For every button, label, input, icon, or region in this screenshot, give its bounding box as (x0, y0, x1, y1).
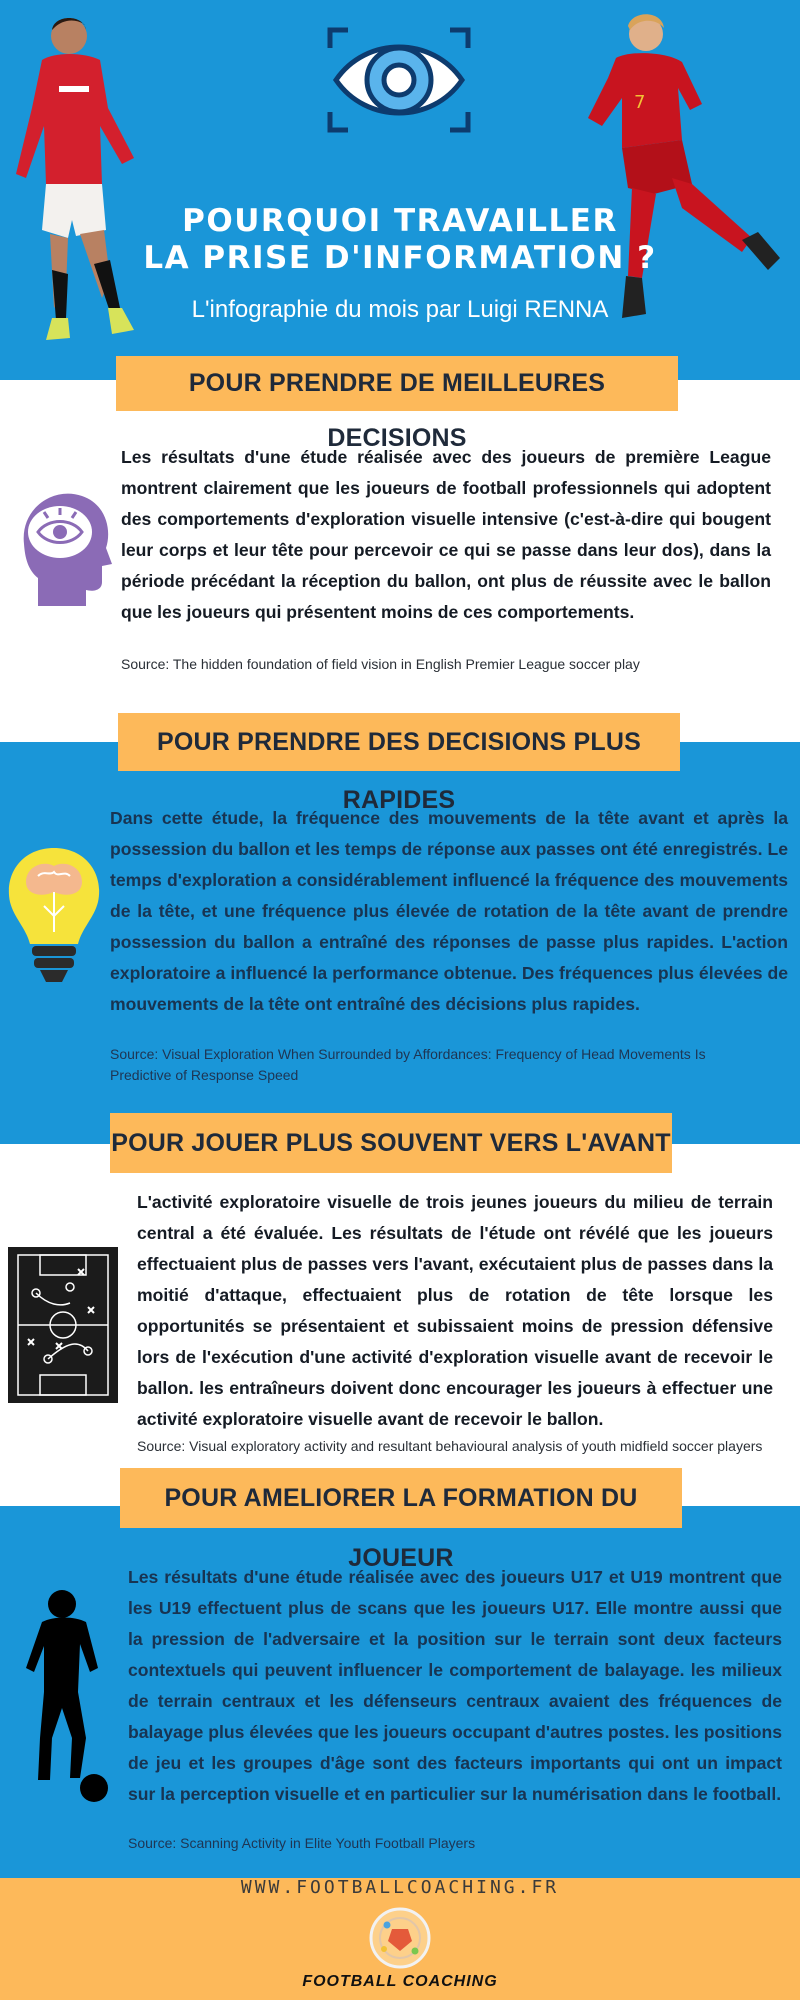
svg-text:7: 7 (634, 92, 646, 113)
section-1-text: Les résultats d'une étude réalisée avec des joueurs de première League montrent clairement que les joueurs de football professionnels qui adoptent des comportements d'exploration visuelle intensive (c'est-à-dire qui bougent leur corps et leur tête pour percevoir ce qui se passe dans leur dos), dans la période précédant la réception du ballon, ont plus de réussite avec le ballon que les joueurs qui présentent moins de ces comportements. (121, 447, 771, 622)
header-subtitle: L'infographie du mois par Luigi RENNA (191, 296, 609, 323)
header-title-line2: LA PRISE D'INFORMATION ? (143, 240, 657, 276)
section-4-title: POUR AMELIORER LA FORMATION DU JOUEUR (120, 1468, 682, 1528)
player-silhouette-icon (14, 1588, 114, 1804)
section-3-source: Source: Visual exploratory activity and resultant behavioural analysis of youth midfield soccer players (137, 1438, 763, 1454)
footer-brand: FOOTBALL COACHING (302, 1973, 498, 1990)
section-4-text: Les résultats d'une étude réalisée avec des joueurs U17 et U19 montrent que les U19 effectuent plus de scans que les joueurs U17. Elle montre aussi que la pression de l'adversaire et la position sur le terrain sont deux facteurs contextuels qui peuvent influencer le comportement de balayage. les milieux de terrain centraux et les défenseurs centraux avaient des fréquences de balayage plus élevées que les joueurs occupant d'autres postes. les positions de jeu et les groupes d'âge sont des facteurs importants qui ont un impact sur la perception visuelle et en particulier sur la numérisation dans le football. (128, 1567, 782, 1804)
section-3-text: L'activité exploratoire visuelle de trois jeunes joueurs du milieu de terrain central a été évaluée. Les résultats de l'étude ont révélé que les joueurs effectuaient plus de passes vers l'avant, exécutaient plus de passes dans la moitié d'attaque, effectuaient plus de rotation de tête lorsque les opportunités se présentaient et subissaient moins de pression défensive lors de l'exécution d'une activité d'exploration visuelle avant de recevoir le ballon. les entraîneurs doivent donc encourager les joueurs à effectuer une activité exploratoire visuelle avant de recevoir le ballon. (137, 1192, 773, 1429)
brain-eye-icon (14, 486, 114, 606)
section-2-text: Dans cette étude, la fréquence des mouvements de la tête avant et après la possession du ballon et les temps de réponse aux passes ont été enregistrés. Le temps d'exploration a considérablement influencé la fréquence des mouvements de la tête, et une fréquence plus élevée de rotation de la tête avant de prendre possession du ballon a entraîné des réponses de passe plus rapides. L'action exploratoire a influencé la performance obtenue. Des fréquences plus élevées de mouvements de la tête ont entraîné des décisions plus rapides. (110, 808, 788, 1014)
footer-url[interactable]: WWW.FOOTBALLCOACHING.FR (240, 1877, 560, 1898)
section-2-source: Source: Visual Exploration When Surrounded by Affordances: Frequency of Head Movements Is Predictive of Response Speed (110, 1046, 706, 1083)
header-title-line1: POURQUOI TRAVAILLER (182, 203, 618, 239)
section-3-title: POUR JOUER PLUS SOUVENT VERS L'AVANT (110, 1113, 672, 1173)
section-1-title: POUR PRENDRE DE MEILLEURES DECISIONS (116, 356, 678, 411)
football-coaching-logo (360, 1905, 440, 1975)
eye-focus-icon (326, 26, 472, 134)
tactics-board-icon (8, 1247, 118, 1403)
player-right-image (582, 8, 792, 338)
lightbulb-brain-icon (4, 846, 104, 986)
section-4-source: Source: Scanning Activity in Elite Youth Football Players (128, 1835, 476, 1851)
section-1-source: Source: The hidden foundation of field vision in English Premier League soccer play (121, 656, 640, 672)
section-2-title: POUR PRENDRE DES DECISIONS PLUS RAPIDES (118, 713, 680, 771)
